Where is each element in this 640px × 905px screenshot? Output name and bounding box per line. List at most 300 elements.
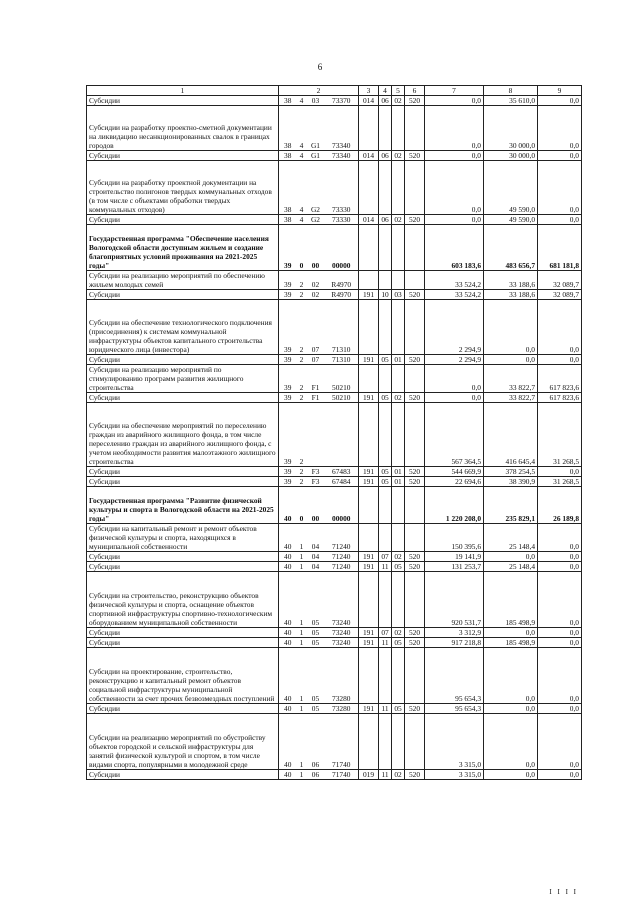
- code-expense-type: [405, 225, 425, 271]
- amount-col9: 681 181,8: [538, 225, 582, 271]
- row-name: Субсидии на разработку проектной документации на строительство полигонов твердых коммунальных отходов (в том числе с объектами обработки твердых коммунальных отходов): [87, 161, 279, 215]
- code-subsection: [392, 572, 405, 628]
- amount-col7: 33 524,2: [425, 290, 484, 300]
- header-cell: 9: [538, 86, 582, 96]
- amount-col7: 19 141,9: [425, 552, 484, 562]
- amount-col8: 25 148,4: [484, 562, 538, 572]
- row-name: Субсидии: [87, 704, 279, 714]
- code-program: 40: [279, 770, 297, 780]
- code-subsection: 05: [392, 704, 405, 714]
- amount-col8: 483 656,7: [484, 225, 538, 271]
- amount-col9: 0,0: [538, 467, 582, 477]
- code-direction: 06: [307, 770, 325, 780]
- code-ministry: [359, 271, 379, 290]
- table-row: [87, 552, 582, 562]
- code-program: 39: [279, 300, 297, 355]
- code-direction: 04: [307, 524, 325, 552]
- code-subprogram: 2: [297, 393, 307, 403]
- code-expense-type: 520: [405, 704, 425, 714]
- amount-col9: 32 089,7: [538, 271, 582, 290]
- amount-col7: 567 364,5: [425, 403, 484, 467]
- amount-col8: 38 390,9: [484, 477, 538, 487]
- code-article: R4970: [325, 290, 359, 300]
- row-name: Субсидии: [87, 638, 279, 648]
- table-row: [87, 215, 582, 225]
- amount-col9: 0,0: [538, 714, 582, 770]
- code-expense-type: 520: [405, 215, 425, 225]
- amount-col9: 617 823,6: [538, 393, 582, 403]
- amount-col8: 185 498,9: [484, 638, 538, 648]
- code-subprogram: 2: [297, 365, 307, 393]
- amount-col7: 920 531,7: [425, 572, 484, 628]
- amount-col7: 33 524,2: [425, 271, 484, 290]
- row-name: Субсидии: [87, 215, 279, 225]
- code-subprogram: 4: [297, 215, 307, 225]
- code-expense-type: [405, 365, 425, 393]
- row-name: Субсидии: [87, 96, 279, 106]
- row-name: Субсидии на реализацию мероприятий по обустройству объектов городской и сельской инфраструктуры для занятий физической культурой и спортом, в том числе видами спорта, популярными в молодежной среде: [87, 714, 279, 770]
- code-expense-type: [405, 714, 425, 770]
- code-subprogram: 2: [297, 467, 307, 477]
- amount-col8: 49 590,0: [484, 215, 538, 225]
- amount-col8: 235 829,1: [484, 487, 538, 524]
- amount-col9: 0,0: [538, 638, 582, 648]
- table-row: [87, 714, 582, 770]
- amount-col8: 0,0: [484, 552, 538, 562]
- code-subsection: [392, 365, 405, 393]
- code-subsection: 02: [392, 215, 405, 225]
- amount-col8: 0,0: [484, 628, 538, 638]
- amount-col9: 26 189,8: [538, 487, 582, 524]
- code-ministry: [359, 403, 379, 467]
- code-expense-type: 520: [405, 638, 425, 648]
- amount-col8: 378 254,5: [484, 467, 538, 477]
- amount-col9: 0,0: [538, 215, 582, 225]
- amount-col9: 31 268,5: [538, 477, 582, 487]
- amount-col8: 30 000,0: [484, 106, 538, 151]
- code-subprogram: 4: [297, 96, 307, 106]
- amount-col7: 0,0: [425, 106, 484, 151]
- code-direction: 07: [307, 300, 325, 355]
- code-section: 07: [379, 628, 392, 638]
- code-section: [379, 524, 392, 552]
- amount-col9: 0,0: [538, 704, 582, 714]
- code-article: 71240: [325, 524, 359, 552]
- amount-col7: 0,0: [425, 393, 484, 403]
- code-subprogram: 1: [297, 552, 307, 562]
- code-subprogram: 4: [297, 106, 307, 151]
- table-row: [87, 487, 582, 524]
- row-name: Субсидии на реализацию мероприятий по стимулированию программ развития жилищного строительства: [87, 365, 279, 393]
- code-program: 39: [279, 403, 297, 467]
- code-ministry: 191: [359, 290, 379, 300]
- code-direction: F1: [307, 365, 325, 393]
- amount-col8: 33 822,7: [484, 393, 538, 403]
- amount-col8: 33 822,7: [484, 365, 538, 393]
- code-program: 40: [279, 648, 297, 704]
- code-program: 40: [279, 524, 297, 552]
- code-direction: F3: [307, 467, 325, 477]
- code-program: 38: [279, 151, 297, 161]
- code-ministry: [359, 714, 379, 770]
- table-row: [87, 151, 582, 161]
- code-subprogram: 1: [297, 704, 307, 714]
- amount-col8: 0,0: [484, 648, 538, 704]
- code-subsection: [392, 161, 405, 215]
- code-subprogram: 1: [297, 628, 307, 638]
- code-article: 00000: [325, 225, 359, 271]
- code-section: [379, 300, 392, 355]
- code-program: 39: [279, 225, 297, 271]
- code-article: 71740: [325, 714, 359, 770]
- code-ministry: 014: [359, 151, 379, 161]
- code-ministry: [359, 524, 379, 552]
- code-article: 71740: [325, 770, 359, 780]
- code-direction: 05: [307, 704, 325, 714]
- code-direction: G1: [307, 106, 325, 151]
- code-article: 67483: [325, 467, 359, 477]
- code-subprogram: 2: [297, 300, 307, 355]
- table-row: [87, 770, 582, 780]
- code-program: 39: [279, 355, 297, 365]
- amount-col7: 0,0: [425, 96, 484, 106]
- row-name: Субсидии на обеспечение мероприятий по переселению граждан из аварийного жилищного фонда, в том числе переселению граждан из аварийного жилищного фонда, с учетом необходимости развития малоэтажного жилищного строительства: [87, 403, 279, 467]
- code-direction: 00: [307, 225, 325, 271]
- code-section: 05: [379, 355, 392, 365]
- amount-col7: 2 294,9: [425, 355, 484, 365]
- amount-col9: 0,0: [538, 161, 582, 215]
- code-program: 38: [279, 96, 297, 106]
- code-ministry: 014: [359, 215, 379, 225]
- code-expense-type: [405, 403, 425, 467]
- code-subprogram: 1: [297, 714, 307, 770]
- amount-col8: 0,0: [484, 714, 538, 770]
- code-article: 71310: [325, 355, 359, 365]
- code-program: 40: [279, 562, 297, 572]
- amount-col9: 0,0: [538, 628, 582, 638]
- header-cell: 6: [405, 86, 425, 96]
- amount-col7: 95 654,3: [425, 704, 484, 714]
- code-program: 38: [279, 106, 297, 151]
- code-ministry: 014: [359, 96, 379, 106]
- table-row: [87, 648, 582, 704]
- code-ministry: 191: [359, 477, 379, 487]
- amount-col7: 0,0: [425, 161, 484, 215]
- code-program: 39: [279, 477, 297, 487]
- code-direction: 05: [307, 638, 325, 648]
- code-program: 40: [279, 572, 297, 628]
- amount-col7: 131 253,7: [425, 562, 484, 572]
- header-cell: 8: [484, 86, 538, 96]
- code-direction: G2: [307, 161, 325, 215]
- page-number: 6: [317, 62, 323, 72]
- amount-col8: 0,0: [484, 770, 538, 780]
- code-section: 06: [379, 151, 392, 161]
- amount-col9: 0,0: [538, 355, 582, 365]
- code-direction: G2: [307, 215, 325, 225]
- code-section: 11: [379, 770, 392, 780]
- code-section: [379, 365, 392, 393]
- table-row: [87, 106, 582, 151]
- code-program: 40: [279, 487, 297, 524]
- code-subsection: [392, 524, 405, 552]
- amount-col7: 0,0: [425, 151, 484, 161]
- table-row: [87, 477, 582, 487]
- amount-col7: 544 669,9: [425, 467, 484, 477]
- code-subprogram: 2: [297, 355, 307, 365]
- row-name: Субсидии: [87, 562, 279, 572]
- code-ministry: 191: [359, 355, 379, 365]
- table-row: [87, 290, 582, 300]
- code-section: [379, 271, 392, 290]
- amount-col9: 0,0: [538, 151, 582, 161]
- code-section: [379, 403, 392, 467]
- code-article: 71310: [325, 300, 359, 355]
- code-article: 71240: [325, 552, 359, 562]
- row-name: Субсидии: [87, 628, 279, 638]
- table-row: [87, 225, 582, 271]
- code-subsection: 02: [392, 151, 405, 161]
- code-direction: 04: [307, 562, 325, 572]
- code-program: 40: [279, 714, 297, 770]
- code-expense-type: [405, 648, 425, 704]
- code-subprogram: 1: [297, 572, 307, 628]
- table-row: [87, 704, 582, 714]
- code-subprogram: 2: [297, 477, 307, 487]
- code-direction: F1: [307, 393, 325, 403]
- amount-col8: 416 645,4: [484, 403, 538, 467]
- code-ministry: 019: [359, 770, 379, 780]
- code-section: 05: [379, 393, 392, 403]
- code-section: [379, 648, 392, 704]
- code-article: 00000: [325, 487, 359, 524]
- amount-col7: 95 654,3: [425, 648, 484, 704]
- code-article: 73340: [325, 106, 359, 151]
- code-program: 40: [279, 628, 297, 638]
- code-expense-type: [405, 524, 425, 552]
- amount-col8: 35 610,0: [484, 96, 538, 106]
- row-name: Субсидии: [87, 467, 279, 477]
- amount-col7: 3 315,0: [425, 714, 484, 770]
- code-expense-type: [405, 271, 425, 290]
- code-expense-type: 520: [405, 355, 425, 365]
- row-name: Субсидии на капитальный ремонт и ремонт объектов физической культуры и спорта, находящихся в муниципальной собственности: [87, 524, 279, 552]
- footer-mark: I I I I: [549, 888, 578, 896]
- amount-col9: 0,0: [538, 524, 582, 552]
- code-ministry: [359, 365, 379, 393]
- code-expense-type: 520: [405, 96, 425, 106]
- code-ministry: 191: [359, 638, 379, 648]
- code-expense-type: 520: [405, 562, 425, 572]
- code-section: 11: [379, 562, 392, 572]
- code-program: 38: [279, 161, 297, 215]
- row-name: Субсидии: [87, 290, 279, 300]
- code-subsection: [392, 271, 405, 290]
- code-section: [379, 487, 392, 524]
- code-subprogram: 1: [297, 770, 307, 780]
- code-section: [379, 161, 392, 215]
- code-section: 11: [379, 638, 392, 648]
- row-name: Субсидии на проектирование, строительство, реконструкцию и капитальный ремонт объектов социальной инфраструктуры муниципальной собственности за счет прочих безвозмездных поступлений: [87, 648, 279, 704]
- code-section: [379, 714, 392, 770]
- code-section: [379, 572, 392, 628]
- code-subprogram: 4: [297, 161, 307, 215]
- table-row: [87, 393, 582, 403]
- amount-col9: 0,0: [538, 552, 582, 562]
- code-expense-type: 520: [405, 151, 425, 161]
- amount-col9: 0,0: [538, 300, 582, 355]
- table-row: [87, 467, 582, 477]
- code-subsection: 01: [392, 355, 405, 365]
- code-ministry: [359, 300, 379, 355]
- code-direction: 02: [307, 271, 325, 290]
- table-row: [87, 96, 582, 106]
- amount-col9: 0,0: [538, 96, 582, 106]
- code-article: 67484: [325, 477, 359, 487]
- row-name: Субсидии на реализацию мероприятий по обеспечению жильем молодых семей: [87, 271, 279, 290]
- code-expense-type: 520: [405, 393, 425, 403]
- code-subsection: 03: [392, 290, 405, 300]
- row-name: Субсидии на обеспечение технологического подключения (присоединения) к системам коммунальной инфраструктуры объектов капитального строительства юридического лица (инвестора): [87, 300, 279, 355]
- code-expense-type: 520: [405, 552, 425, 562]
- amount-col7: 3 312,9: [425, 628, 484, 638]
- code-subsection: [392, 648, 405, 704]
- code-subsection: [392, 487, 405, 524]
- header-cell: 3: [359, 86, 379, 96]
- row-name: Субсидии: [87, 552, 279, 562]
- amount-col8: 185 498,9: [484, 572, 538, 628]
- code-ministry: [359, 106, 379, 151]
- amount-col8: 33 188,6: [484, 290, 538, 300]
- code-subprogram: 0: [297, 225, 307, 271]
- header-cell: 1: [87, 86, 279, 96]
- amount-col9: 31 268,5: [538, 403, 582, 467]
- code-program: 39: [279, 290, 297, 300]
- code-expense-type: [405, 161, 425, 215]
- code-program: 39: [279, 467, 297, 477]
- row-name: Субсидии: [87, 770, 279, 780]
- code-subprogram: 2: [297, 403, 307, 467]
- code-expense-type: 520: [405, 628, 425, 638]
- code-direction: 03: [307, 96, 325, 106]
- code-expense-type: [405, 487, 425, 524]
- code-ministry: 191: [359, 562, 379, 572]
- code-program: 40: [279, 704, 297, 714]
- code-ministry: 191: [359, 704, 379, 714]
- code-expense-type: 520: [405, 290, 425, 300]
- code-expense-type: 520: [405, 477, 425, 487]
- table-row: [87, 300, 582, 355]
- code-subsection: 02: [392, 628, 405, 638]
- code-subsection: 02: [392, 770, 405, 780]
- code-direction: F3: [307, 477, 325, 487]
- amount-col8: 0,0: [484, 300, 538, 355]
- amount-col7: 0,0: [425, 215, 484, 225]
- amount-col9: 0,0: [538, 106, 582, 151]
- code-article: R4970: [325, 271, 359, 290]
- amount-col8: 0,0: [484, 355, 538, 365]
- code-subsection: 02: [392, 393, 405, 403]
- amount-col9: 0,0: [538, 562, 582, 572]
- code-subprogram: 1: [297, 638, 307, 648]
- code-subsection: 05: [392, 638, 405, 648]
- row-name: Государственная программа "Развитие физической культуры и спорта в Вологодской области на 2021-2025 годы": [87, 487, 279, 524]
- code-expense-type: 520: [405, 467, 425, 477]
- code-ministry: [359, 648, 379, 704]
- code-section: 06: [379, 96, 392, 106]
- code-ministry: 191: [359, 467, 379, 477]
- code-section: 05: [379, 477, 392, 487]
- table-row: [87, 638, 582, 648]
- row-name: Субсидии: [87, 151, 279, 161]
- code-subprogram: 0: [297, 487, 307, 524]
- header-cell: 5: [392, 86, 405, 96]
- code-subprogram: 4: [297, 151, 307, 161]
- row-name: Субсидии: [87, 355, 279, 365]
- code-direction: 06: [307, 714, 325, 770]
- amount-col7: 603 183,6: [425, 225, 484, 271]
- amount-col8: 25 148,4: [484, 524, 538, 552]
- code-article: 73340: [325, 151, 359, 161]
- row-name: Государственная программа "Обеспечение населения Вологодской области доступным жильем и создание благоприятных условий проживания на 2021-2025 годы": [87, 225, 279, 271]
- amount-col9: 0,0: [538, 572, 582, 628]
- code-article: 73240: [325, 572, 359, 628]
- code-article: 50210: [325, 393, 359, 403]
- table-row: [87, 161, 582, 215]
- code-section: [379, 106, 392, 151]
- amount-col9: 32 089,7: [538, 290, 582, 300]
- code-subprogram: 1: [297, 562, 307, 572]
- code-article: 73280: [325, 648, 359, 704]
- code-article: 73330: [325, 161, 359, 215]
- code-article: 73240: [325, 628, 359, 638]
- code-section: 10: [379, 290, 392, 300]
- code-article: 73370: [325, 96, 359, 106]
- table-row: [87, 628, 582, 638]
- header-row: [87, 86, 582, 96]
- code-subsection: [392, 300, 405, 355]
- code-expense-type: 520: [405, 770, 425, 780]
- amount-col7: 150 395,6: [425, 524, 484, 552]
- code-subsection: [392, 106, 405, 151]
- code-section: [379, 225, 392, 271]
- code-subsection: 01: [392, 467, 405, 477]
- amount-col9: 0,0: [538, 770, 582, 780]
- code-subsection: [392, 225, 405, 271]
- code-article: [325, 403, 359, 467]
- code-subprogram: 2: [297, 290, 307, 300]
- code-article: 50210: [325, 365, 359, 393]
- amount-col8: 0,0: [484, 704, 538, 714]
- code-subprogram: 1: [297, 648, 307, 704]
- amount-col8: 49 590,0: [484, 161, 538, 215]
- code-program: 40: [279, 552, 297, 562]
- code-subprogram: 2: [297, 271, 307, 290]
- code-direction: 05: [307, 628, 325, 638]
- code-expense-type: [405, 106, 425, 151]
- code-ministry: [359, 225, 379, 271]
- code-direction: 05: [307, 648, 325, 704]
- code-direction: 05: [307, 572, 325, 628]
- code-expense-type: [405, 572, 425, 628]
- code-article: 73330: [325, 215, 359, 225]
- code-ministry: [359, 572, 379, 628]
- table-row: [87, 271, 582, 290]
- row-name: Субсидии на разработку проектно-сметной документации на ликвидацию несанкционированных свалок в границах городов: [87, 106, 279, 151]
- amount-col7: 2 294,9: [425, 300, 484, 355]
- code-ministry: 191: [359, 628, 379, 638]
- table-row: [87, 572, 582, 628]
